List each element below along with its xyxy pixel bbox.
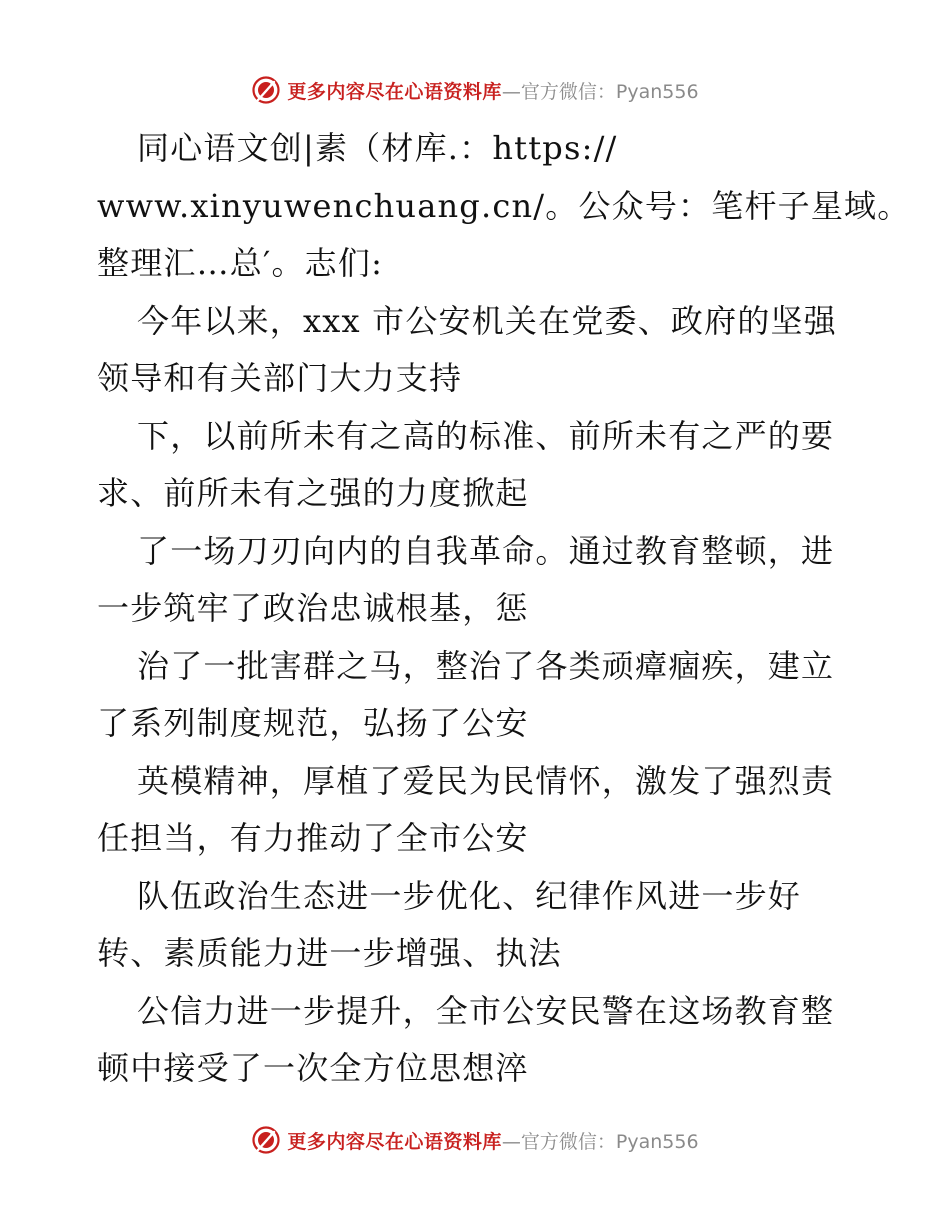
text-line: 今年以来，xxx 市公安机关在党委、政府的坚强 xyxy=(137,301,837,340)
text-line: 英模精神，厚植了爱民为民情怀，激发了强烈责 xyxy=(137,761,835,800)
header-watermark-banner xyxy=(0,70,950,110)
text-line: 求、前所未有之强的力度掀起 xyxy=(97,474,529,512)
text-line: 转、素质能力进一步增强、执法 xyxy=(97,934,562,972)
text-line: 了一场刀刃向内的自我革命。通过教育整顿，进 xyxy=(137,531,835,570)
document-body xyxy=(97,120,911,1098)
pen-circle-logo-icon xyxy=(251,75,281,105)
text-line: 整理汇…总′。志们: xyxy=(97,244,384,282)
footer-watermark-banner xyxy=(0,1120,950,1160)
text-line: 顿中接受了一次全方位思想淬 xyxy=(97,1049,529,1087)
text-line: 了系列制度规范，弘扬了公安 xyxy=(97,704,529,742)
text-line: 队伍政治生态进一步优化、纪律作风进一步好 xyxy=(137,876,802,915)
text-line: 同心语文创|素（材库.：https:// xyxy=(137,129,618,167)
text-line: 领导和有关部门大力支持 xyxy=(97,359,463,397)
text-line: www.xinyuwenchuang.cn/。公众号：笔杆子星域。 xyxy=(97,186,911,225)
watermark-text: 更多内容尽在心语资料库—官方微信：Pyan556 xyxy=(287,1130,699,1153)
pen-circle-logo-icon xyxy=(251,1125,281,1155)
text-line: 下，以前所未有之高的标准、前所未有之严的要 xyxy=(137,416,835,455)
text-line: 任担当，有力推动了全市公安 xyxy=(97,819,529,857)
text-line: 治了一批害群之马，整治了各类顽瘴痼疾，建立 xyxy=(137,646,835,685)
watermark-text: 更多内容尽在心语资料库—官方微信：Pyan556 xyxy=(287,80,699,103)
text-line: 一步筑牢了政治忠诚根基，惩 xyxy=(97,589,529,627)
text-line: 公信力进一步提升，全市公安民警在这场教育整 xyxy=(137,991,835,1030)
